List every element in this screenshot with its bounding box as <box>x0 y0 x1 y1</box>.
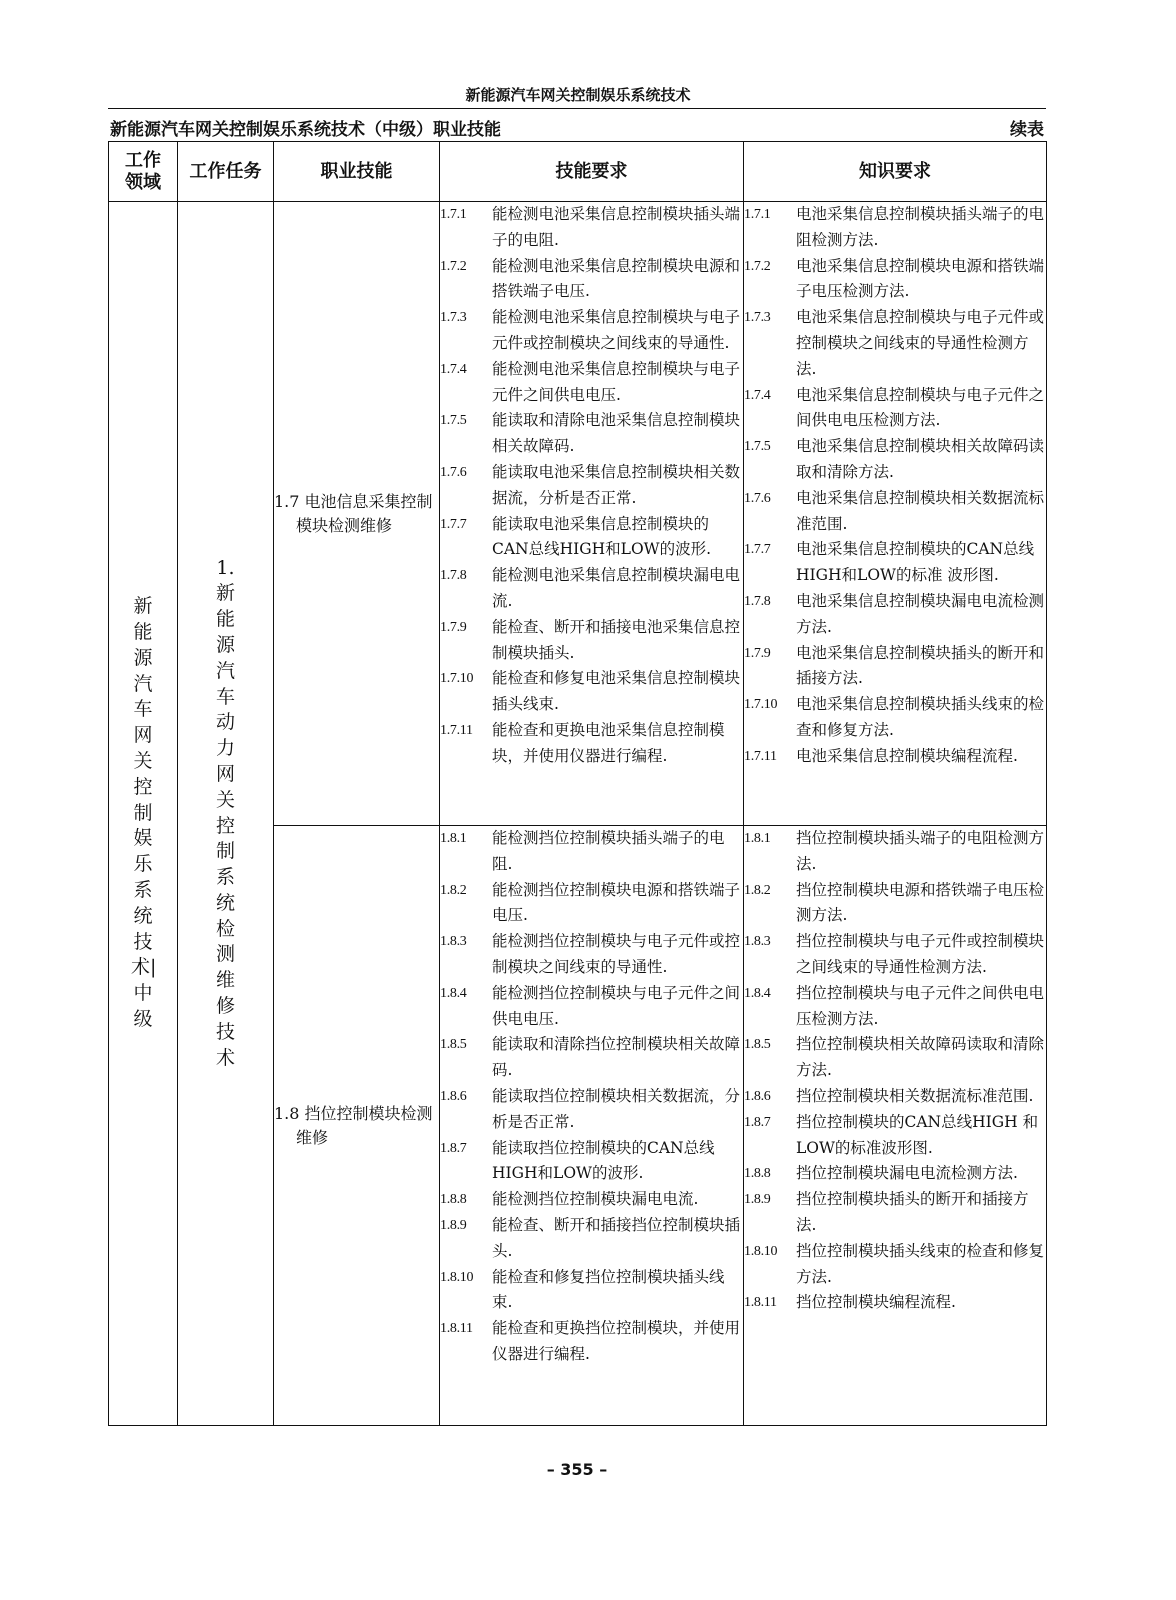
work-area-text: 新能源汽车网关控制娱乐系统技术|中级 <box>131 595 157 1030</box>
item-number: 1.8.11 <box>744 1295 777 1311</box>
skill-requirement-item <box>440 460 743 512</box>
item-text: 能检测电池采集信息控制模块漏电电流. <box>492 566 741 610</box>
item-text: 电池采集信息控制模块相关故障码读取和清除方法. <box>796 437 1045 481</box>
knowledge-requirement-item <box>744 254 1046 306</box>
item-text: 能检查、断开和插接电池采集信息控制模块插头. <box>492 617 741 662</box>
knowledge-requirement-item <box>744 981 1046 1033</box>
item-number: 1.8.1 <box>440 831 467 846</box>
item-number: 1.8.8 <box>440 1192 467 1208</box>
item-text: 电池采集信息控制模块的CAN总线 HIGH和LOW的标准 波形图. <box>796 540 1035 585</box>
item-number: 1.7.3 <box>440 310 467 326</box>
skill-requirement-item <box>440 1136 743 1188</box>
item-number: 1.7.9 <box>744 645 771 661</box>
item-text: 能检测挡位控制模块插头端子的电阻. <box>492 829 725 873</box>
work-area-cell <box>109 202 178 1426</box>
item-text: 电池采集信息控制模块编程流程. <box>796 746 1018 765</box>
item-text: 电池采集信息控制模块漏电电流检测方法. <box>796 591 1045 636</box>
item-text: 挡位控制模块编程流程. <box>796 1293 956 1312</box>
knowledge-requirement-item <box>744 383 1046 435</box>
col-header-work-area: 工作领域 <box>109 142 178 202</box>
item-text: 能检测电池采集信息控制模块与电子元件之间供电电压. <box>492 359 741 404</box>
page-number: – 355 – <box>546 1460 608 1479</box>
skill-cell-1-8 <box>274 826 440 1426</box>
knowledge-requirement-item <box>744 744 1046 770</box>
item-text: 能检测电池采集信息控制模块与电子元件或控制模块之间线束的导通性. <box>492 308 741 352</box>
knowledge-requirement-item <box>744 1032 1046 1084</box>
item-number: 1.8.5 <box>744 1037 771 1053</box>
skill-requirement-item <box>440 1316 743 1368</box>
knowledge-list <box>744 826 1046 1316</box>
item-number: 1.8.7 <box>440 1140 467 1156</box>
item-number: 1.7.6 <box>744 490 771 506</box>
item-number: 1.7.11 <box>744 748 777 764</box>
item-text: 能读取和清除挡位控制模块相关故障码. <box>492 1035 741 1080</box>
item-text: 挡位控制模块相关故障码读取和清除方法. <box>796 1035 1045 1080</box>
knowledge-requirement-item <box>744 1161 1046 1187</box>
item-text: 能读取挡位控制模块相关数据流，分析是否正常. <box>492 1086 741 1131</box>
item-text: 挡位控制模块插头端子的电阻检测方法. <box>796 829 1045 873</box>
item-number: 1.8.4 <box>744 985 771 1001</box>
skills-table <box>108 141 1047 1426</box>
item-text: 挡位控制模块电源和搭铁端子电压检测方法. <box>796 880 1045 925</box>
item-text: 能检测电池采集信息控制模块电源和搭铁端子电压. <box>492 256 741 301</box>
work-task-cell <box>178 202 274 1426</box>
item-number: 1.8.1 <box>744 831 771 846</box>
knowledge-requirement-item <box>744 1084 1046 1110</box>
item-text: 能检查和修复挡位控制模块插头线束. <box>492 1267 725 1312</box>
item-number: 1.8.6 <box>440 1088 467 1104</box>
item-number: 1.7.6 <box>440 464 467 480</box>
item-text: 挡位控制模块与电子元件之间供电电压检测方法. <box>796 983 1045 1028</box>
item-text: 电池采集信息控制模块与电子元件或控制模块之间线束的导通性检测方法. <box>796 308 1045 378</box>
skill-cell-1-7 <box>274 202 440 826</box>
item-text: 能检测挡位控制模块漏电电流. <box>492 1190 699 1209</box>
header-rule <box>108 108 1046 109</box>
item-text: 能检测挡位控制模块与电子元件或控制模块之间线束的导通性. <box>492 932 741 976</box>
skill-requirement-item <box>440 512 743 564</box>
item-text: 挡位控制模块漏电电流检测方法. <box>796 1164 1018 1183</box>
item-text: 挡位控制模块与电子元件或控制模块之间线束的导通性检测方法. <box>796 932 1045 976</box>
item-text: 能读取挡位控制模块的CAN总线HIGH和LOW的波形. <box>492 1138 715 1183</box>
item-number: 1.7.5 <box>440 413 467 429</box>
work-task-text: 1.新能源汽车动力网关控制系统检测维修技术 <box>215 556 235 1069</box>
item-text: 电池采集信息控制模块插头的断开和插接方法. <box>796 643 1045 688</box>
col-header-skill-requirements: 技能要求 <box>440 142 744 202</box>
item-number: 1.8.11 <box>440 1321 473 1337</box>
knowledge-requirement-item <box>744 826 1046 878</box>
item-text: 能检测挡位控制模块与电子元件之间供电电压. <box>492 983 741 1028</box>
table-title-row <box>108 115 1046 139</box>
header-row <box>109 142 1047 202</box>
skill-requirement-item <box>440 254 743 306</box>
continued-label: 续表 <box>1010 120 1044 140</box>
skill-requirement-item <box>440 202 743 254</box>
col-header-work-task: 工作任务 <box>178 142 274 202</box>
skill-requirement-item <box>440 1213 743 1265</box>
item-number: 1.7.7 <box>440 516 467 532</box>
knowledge-requirement-item <box>744 1187 1046 1239</box>
skill-requirement-item <box>440 981 743 1033</box>
knowledge-requirement-item <box>744 1110 1046 1162</box>
item-text: 能检测挡位控制模块电源和搭铁端子电压. <box>492 880 741 925</box>
skill-requirement-item <box>440 1032 743 1084</box>
skill-requirement-item <box>440 1265 743 1317</box>
item-number: 1.7.9 <box>440 619 467 635</box>
item-number: 1.8.7 <box>744 1114 771 1130</box>
knowledge-requirement-item <box>744 878 1046 930</box>
item-number: 1.7.4 <box>744 387 771 403</box>
skill-requirement-item <box>440 826 743 878</box>
item-number: 1.8.8 <box>744 1166 771 1182</box>
knowledge-requirement-item <box>744 929 1046 981</box>
item-number: 1.8.4 <box>440 985 467 1001</box>
knowledge-requirement-item <box>744 589 1046 641</box>
item-number: 1.7.8 <box>440 568 467 584</box>
skill-requirement-item <box>440 305 743 357</box>
section-row-1-7 <box>109 202 1047 826</box>
item-text: 挡位控制模块插头线束的检查和修复方法. <box>796 1241 1045 1286</box>
skill-requirement-item <box>440 1084 743 1136</box>
item-number: 1.7.3 <box>744 310 771 326</box>
skill-requirement-item <box>440 878 743 930</box>
item-number: 1.8.2 <box>440 882 467 898</box>
knowledge-requirements-cell <box>744 826 1047 1426</box>
skill-requirement-item <box>440 357 743 409</box>
item-text: 能检查和修复电池采集信息控制模块插头线束. <box>492 669 741 714</box>
col-header-knowledge-requirements: 知识要求 <box>744 142 1047 202</box>
knowledge-requirement-item <box>744 434 1046 486</box>
knowledge-requirement-item <box>744 1290 1046 1316</box>
knowledge-requirement-item <box>744 641 1046 693</box>
item-text: 能检查和更换挡位控制模块，并使用仪器进行编程. <box>492 1319 741 1363</box>
item-number: 1.7.2 <box>440 258 467 274</box>
skill-requirement-item <box>440 929 743 981</box>
item-text: 电池采集信息控制模块与电子元件之间供电电压检测方法. <box>796 385 1045 430</box>
item-text: 能读取电池采集信息控制模块相关数据流，分析是否正常. <box>492 462 741 507</box>
knowledge-requirement-item <box>744 305 1046 382</box>
knowledge-requirement-item <box>744 486 1046 538</box>
item-text: 挡位控制模块插头的断开和插接方法. <box>796 1190 1029 1234</box>
requirement-list <box>440 202 743 770</box>
item-number: 1.8.10 <box>440 1269 474 1285</box>
skill-requirements-cell <box>440 202 744 826</box>
item-number: 1.8.9 <box>744 1192 771 1208</box>
skill-name: 1.8 挡位控制模块检测维修 <box>274 1103 433 1147</box>
skill-requirement-item <box>440 666 743 718</box>
skill-name: 1.7 电池信息采集控制模块检测维修 <box>274 491 433 535</box>
item-number: 1.8.2 <box>744 882 771 898</box>
running-header: 新能源汽车网关控制娱乐系统技术 <box>465 86 691 104</box>
item-text: 挡位控制模块的CAN总线HIGH 和LOW的标准波形图. <box>796 1112 1039 1157</box>
item-number: 1.7.1 <box>744 207 771 222</box>
item-text: 电池采集信息控制模块相关数据流标准范围. <box>796 488 1045 533</box>
skill-requirement-item <box>440 718 743 770</box>
item-text: 能检查和更换电池采集信息控制模块，并使用仪器进行编程. <box>492 720 725 765</box>
knowledge-requirement-item <box>744 202 1046 254</box>
knowledge-requirement-item <box>744 692 1046 744</box>
item-number: 1.8.10 <box>744 1243 778 1259</box>
item-text: 能检测电池采集信息控制模块插头端子的电阻. <box>492 205 741 249</box>
item-number: 1.7.4 <box>440 361 467 377</box>
item-text: 电池采集信息控制模块电源和搭铁端子电压检测方法. <box>796 256 1045 301</box>
item-number: 1.8.9 <box>440 1217 467 1233</box>
knowledge-requirement-item <box>744 1239 1046 1291</box>
item-text: 能检查、断开和插接挡位控制模块插头. <box>492 1215 741 1260</box>
requirement-list <box>440 826 743 1368</box>
item-text: 电池采集信息控制模块插头线束的检查和修复方法. <box>796 695 1045 739</box>
item-text: 挡位控制模块相关数据流标准范围. <box>796 1086 1034 1105</box>
item-number: 1.7.10 <box>744 697 778 713</box>
skill-requirements-cell <box>440 826 744 1426</box>
skill-requirement-item <box>440 615 743 667</box>
item-number: 1.8.3 <box>440 934 467 950</box>
item-text: 能读取和清除电池采集信息控制模块相关故障码. <box>492 411 741 456</box>
table-title: 新能源汽车网关控制娱乐系统技术（中级）职业技能 <box>110 120 501 140</box>
skill-requirement-item <box>440 1187 743 1213</box>
item-number: 1.7.2 <box>744 258 771 274</box>
item-number: 1.7.10 <box>440 671 474 687</box>
knowledge-requirement-item <box>744 537 1046 589</box>
item-text: 电池采集信息控制模块插头端子的电阻检测方法. <box>796 205 1045 249</box>
item-number: 1.7.11 <box>440 722 473 738</box>
skill-requirement-item <box>440 563 743 615</box>
item-number: 1.7.1 <box>440 207 467 222</box>
item-number: 1.7.8 <box>744 593 771 609</box>
col-header-skill: 职业技能 <box>274 142 440 202</box>
knowledge-requirements-cell <box>744 202 1047 826</box>
item-number: 1.7.7 <box>744 542 771 558</box>
item-text: 能读取电池采集信息控制模块的CAN总线HIGH和LOW的波形. <box>492 514 712 559</box>
item-number: 1.8.6 <box>744 1088 771 1104</box>
knowledge-list <box>744 202 1046 770</box>
item-number: 1.7.5 <box>744 439 771 455</box>
skill-requirement-item <box>440 408 743 460</box>
item-number: 1.8.5 <box>440 1037 467 1053</box>
item-number: 1.8.3 <box>744 934 771 950</box>
